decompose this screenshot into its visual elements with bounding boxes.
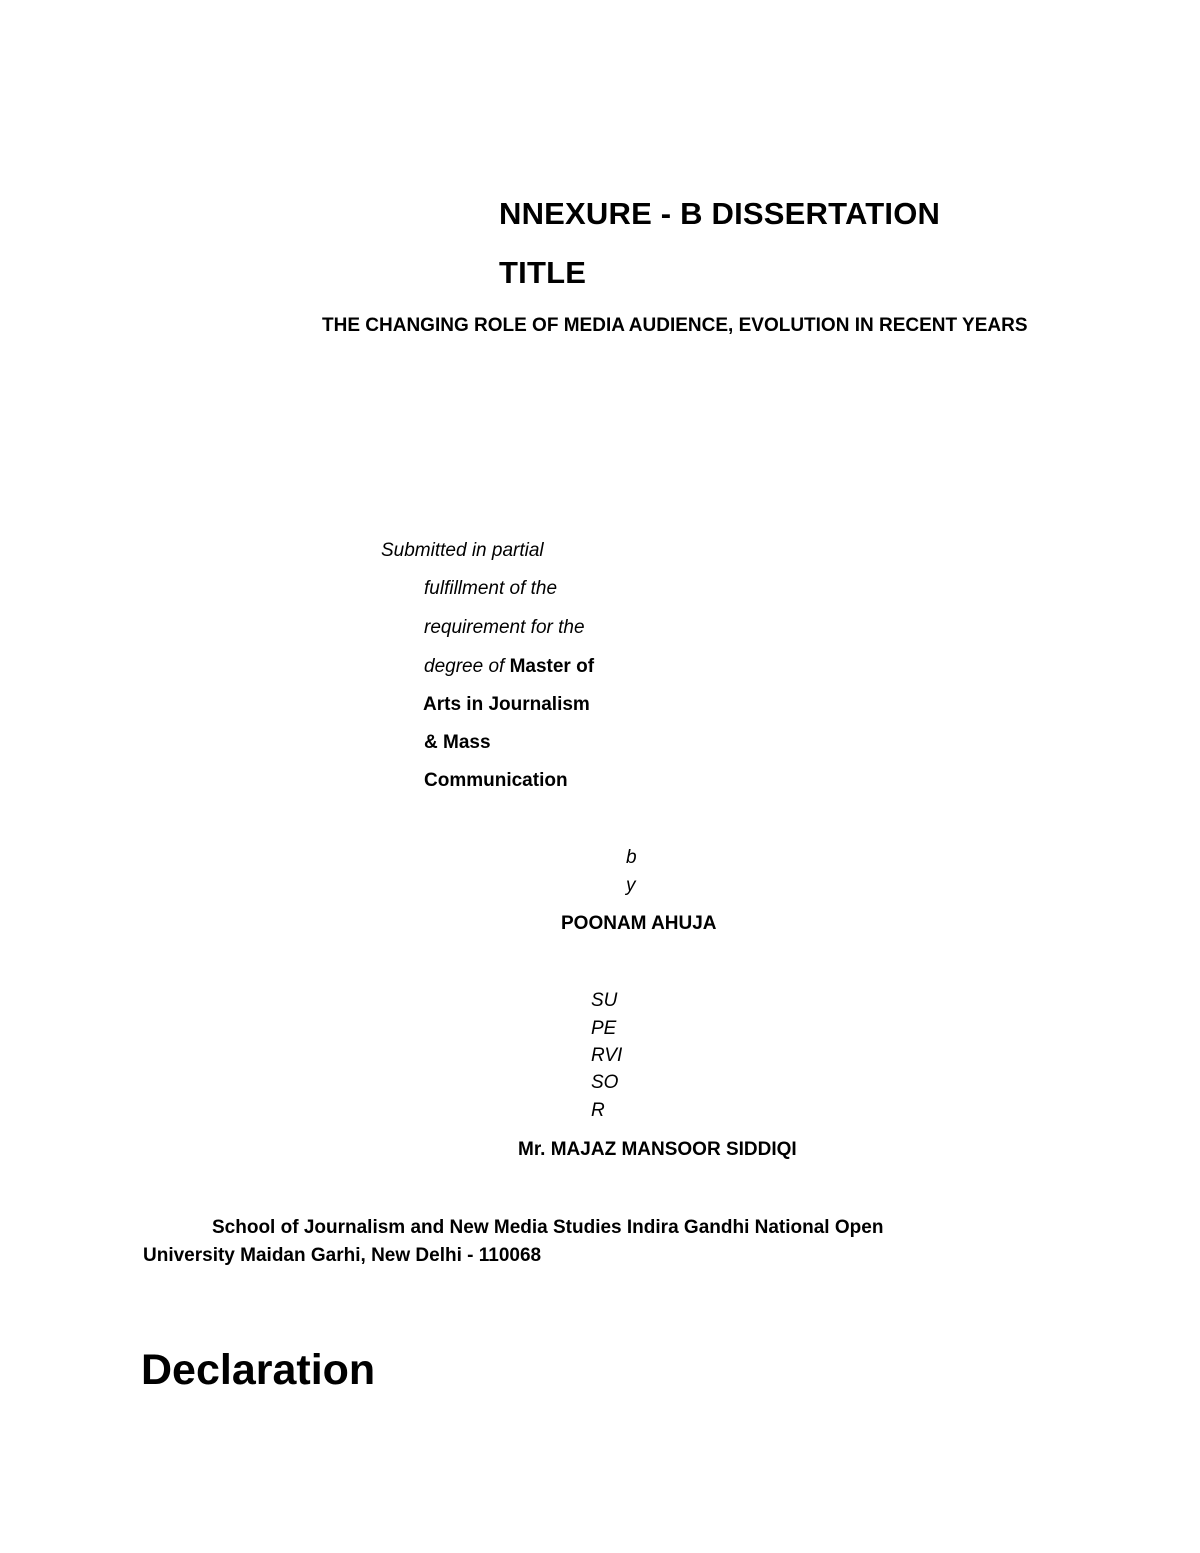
supervisor-label-line-3: RVI bbox=[591, 1045, 623, 1066]
supervisor-label-line-2: PE bbox=[591, 1018, 617, 1039]
annexure-heading-line2: TITLE bbox=[499, 255, 587, 290]
submission-line-2: fulfillment of the bbox=[424, 578, 558, 599]
degree-name-part-4: Communication bbox=[424, 770, 568, 791]
degree-name-part-1: Master of bbox=[509, 656, 595, 677]
supervisor-label-line-1: SU bbox=[591, 990, 618, 1011]
supervisor-label-line-4: SO bbox=[591, 1072, 619, 1093]
annexure-heading-line1: NNEXURE - B DISSERTATION bbox=[499, 196, 941, 231]
institution-line-2: University Maidan Garhi, New Delhi - 110068 bbox=[143, 1245, 542, 1266]
supervisor-name: Mr. MAJAZ MANSOOR SIDDIQI bbox=[518, 1139, 797, 1160]
by-line-2: y bbox=[626, 875, 636, 896]
supervisor-label-line-5: R bbox=[591, 1100, 605, 1121]
degree-name-part-2: Arts in Journalism bbox=[423, 694, 590, 715]
by-line-1: b bbox=[626, 847, 637, 868]
declaration-heading: Declaration bbox=[141, 1346, 376, 1394]
author-name: POONAM AHUJA bbox=[561, 913, 717, 934]
submission-line-4-italic: degree of bbox=[424, 656, 510, 677]
degree-name-part-3: & Mass bbox=[424, 732, 491, 753]
submission-line-3: requirement for the bbox=[424, 617, 585, 638]
institution-line-1: School of Journalism and New Media Studies Indira Gandhi National Open bbox=[212, 1217, 884, 1238]
submission-line-4 bbox=[424, 656, 594, 678]
dissertation-title: THE CHANGING ROLE OF MEDIA AUDIENCE, EVOLUTION IN RECENT YEARS bbox=[322, 315, 1028, 336]
submission-line-1: Submitted in partial bbox=[381, 540, 544, 561]
